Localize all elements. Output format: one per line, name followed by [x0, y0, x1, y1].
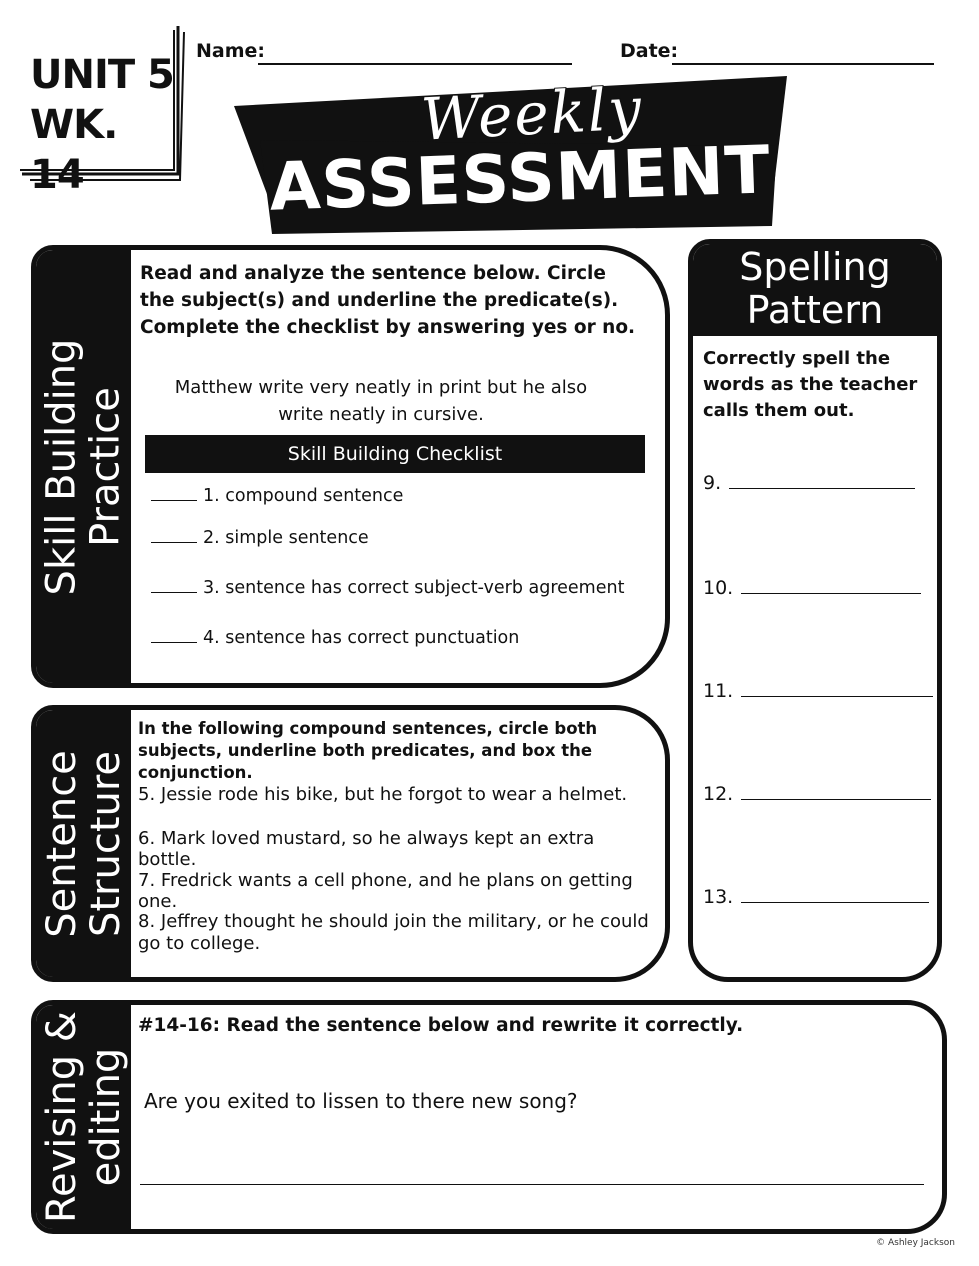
- spelling-answer-blank[interactable]: [741, 902, 929, 903]
- spelling-answer-blank[interactable]: [741, 799, 931, 800]
- skill-building-sentence: Matthew write very neatly in print but he also write neatly in cursive.: [174, 377, 588, 425]
- spelling-pattern-section: [688, 239, 942, 982]
- spelling-answer-line: 13.: [703, 886, 929, 908]
- answer-blank[interactable]: [151, 592, 197, 593]
- spelling-instructions: Correctly spell the words as the teacher calls them out.: [703, 348, 918, 421]
- sentence-structure-section: [31, 705, 670, 982]
- skill-building-instructions: Read and analyze the sentence below. Circle the subject(s) and underline the predicate(s). Complete the checklist by answering yes or no.: [140, 263, 636, 338]
- assessment-banner: [232, 76, 792, 236]
- date-field[interactable]: [672, 63, 934, 65]
- sentence-structure-instructions: In the following compound sentences, circle both subjects, underline both predicates, and box the conjunction.: [138, 719, 598, 782]
- name-field[interactable]: [258, 63, 572, 65]
- revising-sentence: Are you exited to lissen to there new song?: [144, 1089, 578, 1113]
- spelling-answer-line: 12.: [703, 783, 931, 805]
- answer-blank[interactable]: [151, 642, 197, 643]
- sentence-structure-title: Sentence Structure: [38, 749, 129, 938]
- unit-label: UNIT 5: [30, 52, 174, 98]
- banner-main-title: ASSESSMENT: [268, 131, 772, 226]
- unit-week-label: [30, 50, 180, 200]
- checklist-header: Skill Building Checklist: [145, 435, 645, 473]
- revising-editing-section: [31, 1000, 947, 1234]
- sentence-item: 6. Mark loved mustard, so he always kept an extra bottle.: [138, 828, 595, 870]
- skill-building-title: Skill Building Practice: [38, 338, 129, 595]
- spelling-answer-blank[interactable]: [729, 488, 915, 489]
- unit-week-box: [18, 24, 180, 198]
- copyright-credit: © Ashley Jackson: [876, 1238, 955, 1248]
- spelling-answer-blank[interactable]: [741, 593, 921, 594]
- checklist-item: 2. simple sentence: [151, 528, 369, 548]
- spelling-pattern-header: [693, 244, 937, 336]
- date-label: Date:: [620, 40, 679, 62]
- name-label: Name:: [196, 40, 266, 62]
- sentence-item: 8. Jeffrey thought he should join the military, or he could go to college.: [138, 911, 649, 954]
- spelling-answer-line: 11.: [703, 680, 933, 702]
- spelling-answer-blank[interactable]: [741, 696, 933, 697]
- sentence-item: 7. Fredrick wants a cell phone, and he plans on getting one.: [138, 870, 633, 912]
- spelling-pattern-title: Spelling Pattern: [739, 245, 891, 332]
- answer-blank[interactable]: [151, 500, 197, 501]
- rewrite-answer-line[interactable]: [140, 1184, 924, 1185]
- sentence-item: 5. Jessie rode his bike, but he forgot to wear a helmet.: [138, 784, 628, 805]
- checklist-item: 3. sentence has correct subject-verb agreement: [151, 578, 624, 598]
- week-label: WK. 14: [30, 102, 118, 198]
- checklist-item: 4. sentence has correct punctuation: [151, 628, 519, 648]
- skill-building-section: [31, 245, 670, 688]
- banner-script-title: Weekly: [419, 74, 645, 154]
- revising-instructions: #14-16: Read the sentence below and rewrite it correctly.: [138, 1015, 744, 1036]
- checklist-item: 1. compound sentence: [151, 486, 403, 506]
- revising-editing-title: Revising & editing: [38, 1011, 129, 1223]
- spelling-answer-line: 9.: [703, 472, 915, 494]
- answer-blank[interactable]: [151, 542, 197, 543]
- spelling-answer-line: 10.: [703, 577, 921, 599]
